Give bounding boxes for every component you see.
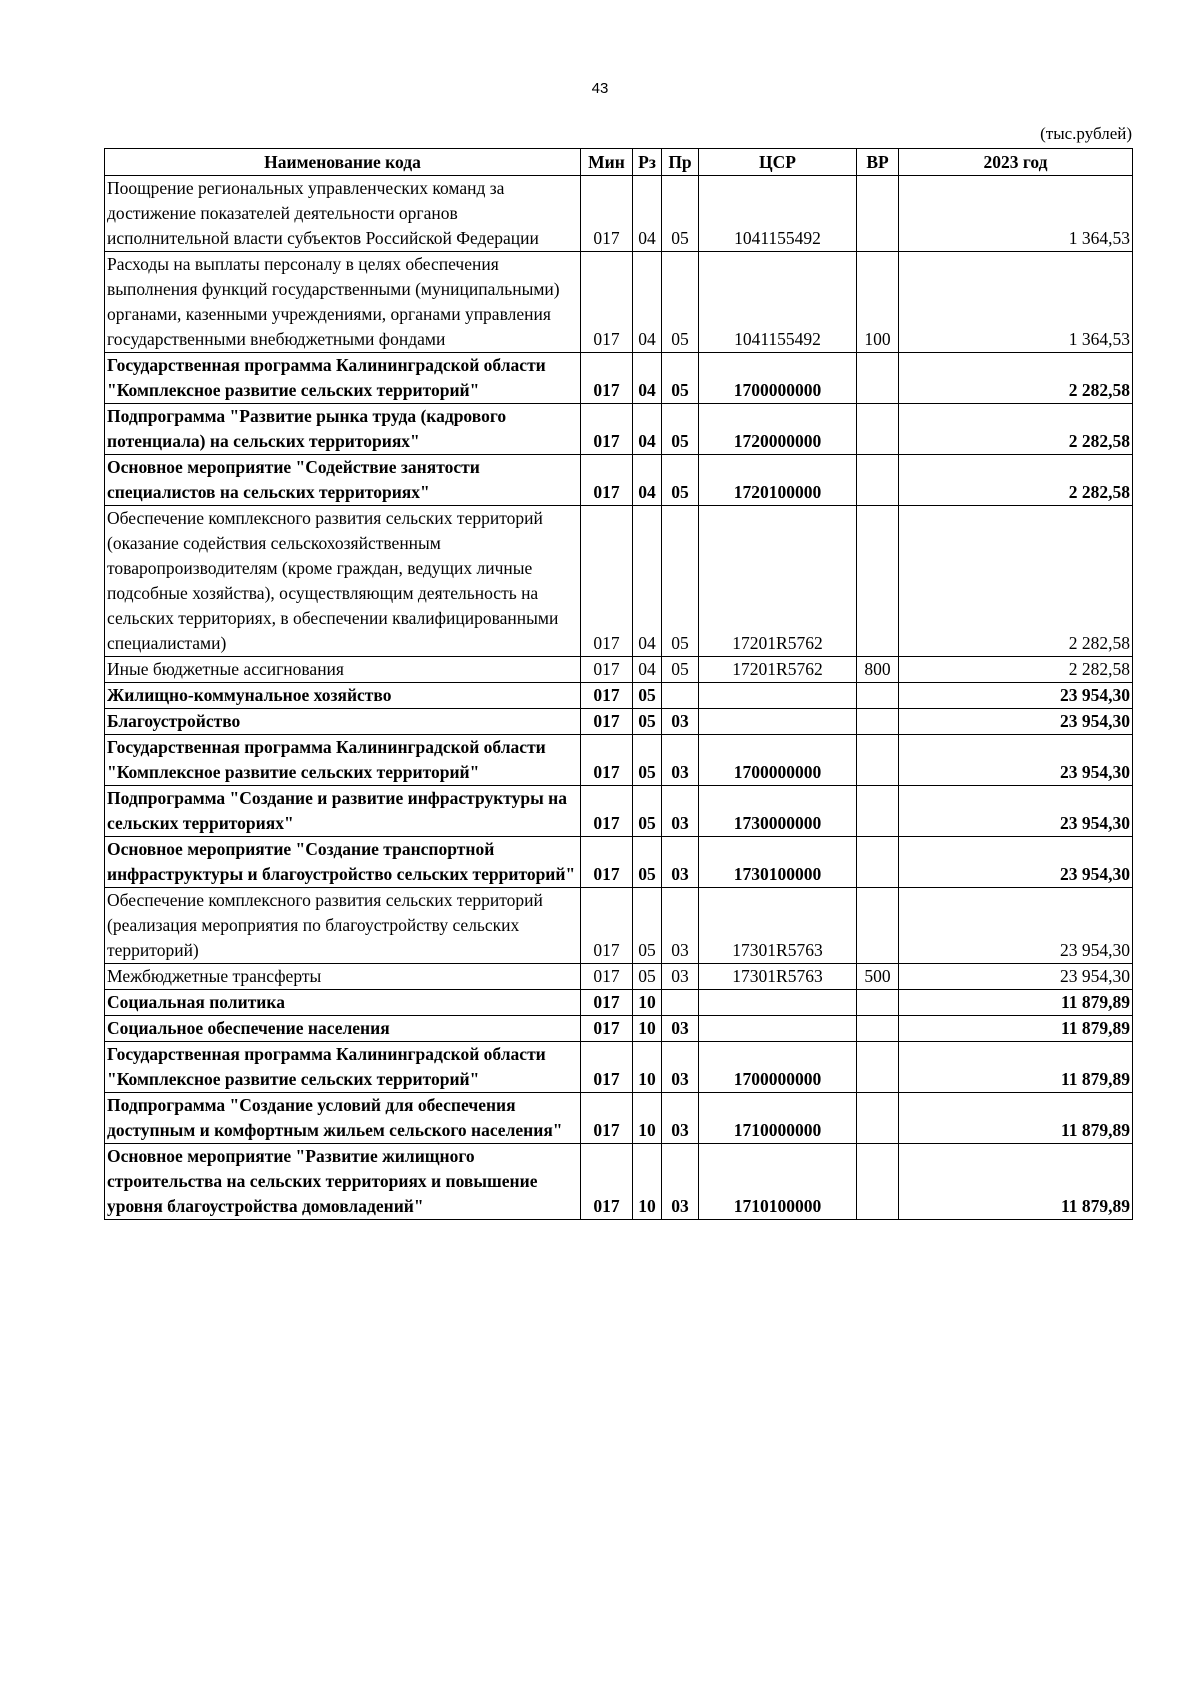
cell-pr xyxy=(662,683,699,709)
cell-name: Государственная программа Калининградской области "Комплексное развитие сельских территорий" xyxy=(105,1042,581,1093)
table-header-row xyxy=(105,149,1133,176)
cell-min: 017 xyxy=(581,709,633,735)
cell-pr: 05 xyxy=(662,176,699,252)
cell-name: Обеспечение комплексного развития сельских территорий (оказание содействия сельскохозяйственным товаропроизводителям (кроме граждан, ведущих личные подсобные хозяйства), осуществляющим деятельность на сельских территориях, в обеспечении квалифицированными специалистами) xyxy=(105,506,581,657)
cell-vr xyxy=(857,1042,899,1093)
cell-name: Социальная политика xyxy=(105,990,581,1016)
cell-rz: 04 xyxy=(633,404,662,455)
cell-pr: 03 xyxy=(662,837,699,888)
header-vr: ВР xyxy=(857,149,899,176)
cell-min: 017 xyxy=(581,657,633,683)
cell-amount: 2 282,58 xyxy=(899,506,1133,657)
cell-vr xyxy=(857,735,899,786)
cell-vr xyxy=(857,455,899,506)
cell-pr: 03 xyxy=(662,735,699,786)
cell-csr: 17301R5763 xyxy=(699,964,857,990)
cell-rz: 04 xyxy=(633,252,662,353)
cell-amount: 23 954,30 xyxy=(899,735,1133,786)
table-row xyxy=(105,888,1133,964)
table-row xyxy=(105,176,1133,252)
cell-rz: 05 xyxy=(633,683,662,709)
cell-vr xyxy=(857,837,899,888)
cell-vr xyxy=(857,404,899,455)
cell-csr: 1700000000 xyxy=(699,735,857,786)
cell-name: Основное мероприятие "Создание транспортной инфраструктуры и благоустройство сельских территорий" xyxy=(105,837,581,888)
cell-name: Государственная программа Калининградской области "Комплексное развитие сельских территорий" xyxy=(105,735,581,786)
page-number: 43 xyxy=(591,80,609,97)
cell-csr: 1730100000 xyxy=(699,837,857,888)
cell-rz: 05 xyxy=(633,735,662,786)
cell-vr xyxy=(857,176,899,252)
cell-rz: 05 xyxy=(633,837,662,888)
cell-amount: 23 954,30 xyxy=(899,786,1133,837)
table-row xyxy=(105,455,1133,506)
header-pr: Пр xyxy=(662,149,699,176)
cell-pr: 05 xyxy=(662,455,699,506)
cell-vr xyxy=(857,888,899,964)
cell-min: 017 xyxy=(581,353,633,404)
cell-pr: 03 xyxy=(662,964,699,990)
cell-csr: 1720000000 xyxy=(699,404,857,455)
cell-vr xyxy=(857,506,899,657)
cell-amount: 2 282,58 xyxy=(899,455,1133,506)
cell-name: Основное мероприятие "Содействие занятости специалистов на сельских территориях" xyxy=(105,455,581,506)
cell-vr xyxy=(857,683,899,709)
cell-rz: 04 xyxy=(633,176,662,252)
cell-pr: 05 xyxy=(662,506,699,657)
cell-name: Иные бюджетные ассигнования xyxy=(105,657,581,683)
cell-min: 017 xyxy=(581,1016,633,1042)
cell-csr xyxy=(699,683,857,709)
cell-pr: 03 xyxy=(662,1042,699,1093)
cell-name: Жилищно-коммунальное хозяйство xyxy=(105,683,581,709)
cell-amount: 2 282,58 xyxy=(899,353,1133,404)
cell-csr: 1041155492 xyxy=(699,252,857,353)
cell-csr xyxy=(699,709,857,735)
cell-rz: 10 xyxy=(633,990,662,1016)
cell-rz: 04 xyxy=(633,353,662,404)
cell-vr xyxy=(857,1093,899,1144)
table-row xyxy=(105,837,1133,888)
cell-pr: 03 xyxy=(662,709,699,735)
table-row xyxy=(105,506,1133,657)
cell-amount: 23 954,30 xyxy=(899,709,1133,735)
table-row xyxy=(105,786,1133,837)
header-csr: ЦСР xyxy=(699,149,857,176)
cell-pr: 05 xyxy=(662,657,699,683)
cell-min: 017 xyxy=(581,888,633,964)
table-row xyxy=(105,709,1133,735)
cell-name: Поощрение региональных управленческих команд за достижение показателей деятельности органов исполнительной власти субъектов Российской Федерации xyxy=(105,176,581,252)
table-row xyxy=(105,683,1133,709)
cell-min: 017 xyxy=(581,1144,633,1220)
cell-csr xyxy=(699,1016,857,1042)
table-row xyxy=(105,964,1133,990)
cell-pr: 03 xyxy=(662,888,699,964)
units-label: (тыс.рублей) xyxy=(1040,124,1132,143)
cell-rz: 10 xyxy=(633,1093,662,1144)
cell-rz: 05 xyxy=(633,964,662,990)
cell-amount: 11 879,89 xyxy=(899,990,1133,1016)
cell-vr: 500 xyxy=(857,964,899,990)
cell-amount: 1 364,53 xyxy=(899,176,1133,252)
cell-name: Межбюджетные трансферты xyxy=(105,964,581,990)
table-row xyxy=(105,353,1133,404)
cell-name: Подпрограмма "Создание условий для обеспечения доступным и комфортным жильем сельского населения" xyxy=(105,1093,581,1144)
cell-pr: 05 xyxy=(662,404,699,455)
cell-vr xyxy=(857,1016,899,1042)
cell-amount: 23 954,30 xyxy=(899,683,1133,709)
cell-name: Государственная программа Калининградской области "Комплексное развитие сельских территорий" xyxy=(105,353,581,404)
cell-csr: 1710000000 xyxy=(699,1093,857,1144)
cell-min: 017 xyxy=(581,404,633,455)
cell-min: 017 xyxy=(581,506,633,657)
cell-vr: 800 xyxy=(857,657,899,683)
cell-vr xyxy=(857,1144,899,1220)
cell-min: 017 xyxy=(581,1042,633,1093)
cell-pr: 03 xyxy=(662,786,699,837)
cell-csr: 1700000000 xyxy=(699,1042,857,1093)
table-row xyxy=(105,404,1133,455)
cell-amount: 11 879,89 xyxy=(899,1016,1133,1042)
cell-csr: 17201R5762 xyxy=(699,657,857,683)
cell-min: 017 xyxy=(581,735,633,786)
cell-pr: 03 xyxy=(662,1144,699,1220)
header-name: Наименование кода xyxy=(105,149,581,176)
cell-vr xyxy=(857,990,899,1016)
cell-min: 017 xyxy=(581,964,633,990)
cell-amount: 1 364,53 xyxy=(899,252,1133,353)
table-row xyxy=(105,1016,1133,1042)
cell-min: 017 xyxy=(581,837,633,888)
cell-name: Обеспечение комплексного развития сельских территорий (реализация мероприятия по благоустройству сельских территорий) xyxy=(105,888,581,964)
cell-name: Расходы на выплаты персоналу в целях обеспечения выполнения функций государственными (муниципальными) органами, казенными учреждениями, органами управления государственными внебюджетными фондами xyxy=(105,252,581,353)
budget-table xyxy=(104,148,1133,1220)
cell-vr xyxy=(857,786,899,837)
cell-amount: 11 879,89 xyxy=(899,1042,1133,1093)
cell-pr: 03 xyxy=(662,1016,699,1042)
cell-csr: 1710100000 xyxy=(699,1144,857,1220)
cell-rz: 04 xyxy=(633,506,662,657)
cell-rz: 05 xyxy=(633,888,662,964)
cell-min: 017 xyxy=(581,176,633,252)
cell-rz: 10 xyxy=(633,1016,662,1042)
table-row xyxy=(105,1042,1133,1093)
cell-min: 017 xyxy=(581,1093,633,1144)
cell-rz: 04 xyxy=(633,657,662,683)
cell-rz: 05 xyxy=(633,786,662,837)
cell-pr: 05 xyxy=(662,252,699,353)
cell-vr xyxy=(857,709,899,735)
cell-amount: 23 954,30 xyxy=(899,837,1133,888)
table-row xyxy=(105,990,1133,1016)
cell-csr: 1700000000 xyxy=(699,353,857,404)
cell-name: Социальное обеспечение населения xyxy=(105,1016,581,1042)
table-row xyxy=(105,252,1133,353)
header-min: Мин xyxy=(581,149,633,176)
table-row xyxy=(105,1093,1133,1144)
table-row xyxy=(105,735,1133,786)
cell-name: Подпрограмма "Развитие рынка труда (кадрового потенциала) на сельских территориях" xyxy=(105,404,581,455)
table-body xyxy=(105,176,1133,1220)
cell-rz: 05 xyxy=(633,709,662,735)
cell-pr: 03 xyxy=(662,1093,699,1144)
table-row xyxy=(105,657,1133,683)
header-rz: Рз xyxy=(633,149,662,176)
cell-csr: 17301R5763 xyxy=(699,888,857,964)
cell-min: 017 xyxy=(581,252,633,353)
cell-csr: 1730000000 xyxy=(699,786,857,837)
cell-csr xyxy=(699,990,857,1016)
table-row xyxy=(105,1144,1133,1220)
cell-min: 017 xyxy=(581,455,633,506)
cell-min: 017 xyxy=(581,990,633,1016)
cell-vr: 100 xyxy=(857,252,899,353)
cell-csr: 17201R5762 xyxy=(699,506,857,657)
cell-pr xyxy=(662,990,699,1016)
cell-amount: 23 954,30 xyxy=(899,888,1133,964)
cell-amount: 2 282,58 xyxy=(899,404,1133,455)
cell-name: Благоустройство xyxy=(105,709,581,735)
cell-name: Основное мероприятие "Развитие жилищного строительства на сельских территориях и повышение уровня благоустройства домовладений" xyxy=(105,1144,581,1220)
cell-min: 017 xyxy=(581,786,633,837)
cell-rz: 04 xyxy=(633,455,662,506)
cell-amount: 11 879,89 xyxy=(899,1144,1133,1220)
cell-name: Подпрограмма "Создание и развитие инфраструктуры на сельских территориях" xyxy=(105,786,581,837)
cell-min: 017 xyxy=(581,683,633,709)
cell-amount: 2 282,58 xyxy=(899,657,1133,683)
header-year: 2023 год xyxy=(899,149,1133,176)
cell-rz: 10 xyxy=(633,1042,662,1093)
cell-csr: 1720100000 xyxy=(699,455,857,506)
cell-csr: 1041155492 xyxy=(699,176,857,252)
cell-amount: 11 879,89 xyxy=(899,1093,1133,1144)
cell-vr xyxy=(857,353,899,404)
cell-pr: 05 xyxy=(662,353,699,404)
cell-amount: 23 954,30 xyxy=(899,964,1133,990)
cell-rz: 10 xyxy=(633,1144,662,1220)
